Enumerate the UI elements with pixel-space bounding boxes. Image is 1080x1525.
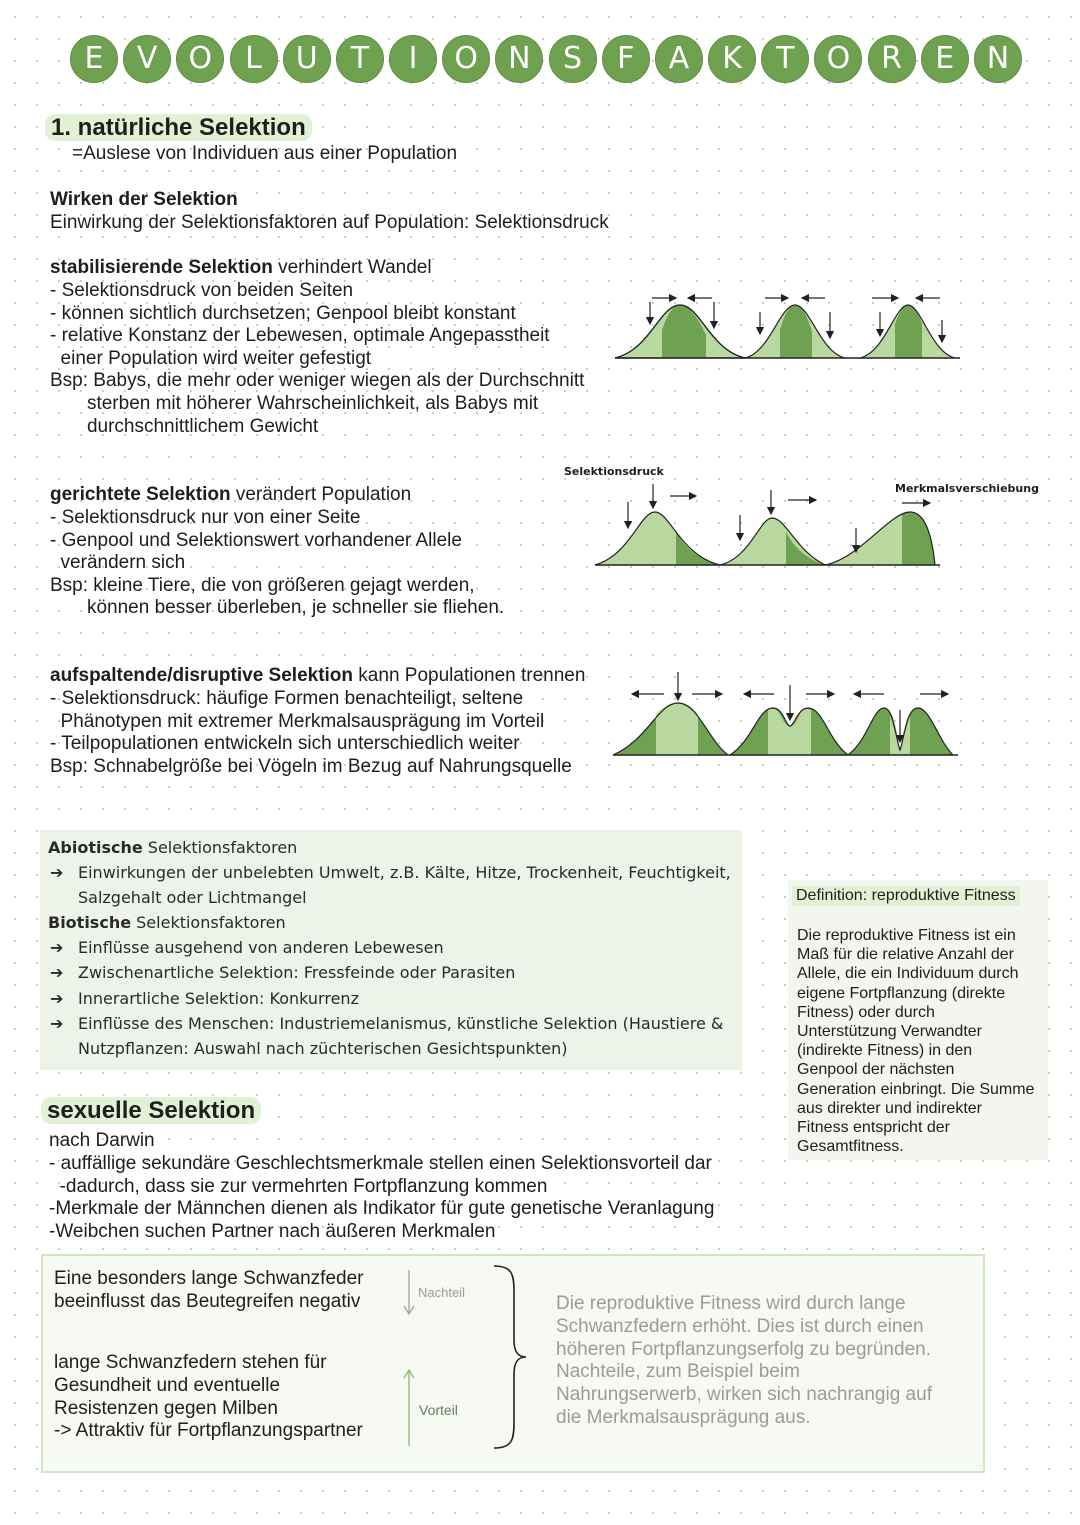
conclusion-text: Die reproduktive Fitness wird durch lange Schwanzfedern erhöht. Dies ist durch einen höheren Fortpflanzungserfolg zu begründen. Nachteile, zum Beispiel beim Nahrungserwerb, wirken sich nachrangig auf die Merkmalsausprägung aus. bbox=[556, 1293, 932, 1428]
directional-curve-1 bbox=[595, 484, 720, 565]
arrow-icon: ➔ bbox=[50, 963, 64, 982]
stabilizing-curve-3 bbox=[860, 298, 955, 358]
title-letter: A bbox=[655, 35, 703, 83]
arrow-icon: ➔ bbox=[50, 1014, 64, 1033]
abiotic-heading: Abiotische Selektionsfaktoren bbox=[48, 838, 298, 857]
title-letter: O bbox=[814, 35, 862, 83]
title-letter: T bbox=[336, 35, 384, 83]
biotic-heading: Biotische Selektionsfaktoren bbox=[48, 913, 286, 932]
wirken-heading: Wirken der Selektion bbox=[50, 189, 238, 210]
wirken-text: Einwirkung der Selektionsfaktoren auf Population: Selektionsdruck bbox=[50, 212, 609, 233]
title-letter: R bbox=[868, 35, 916, 83]
disruptive-curve-2 bbox=[730, 685, 848, 755]
page-title bbox=[70, 35, 1022, 83]
title-letter: S bbox=[549, 35, 597, 83]
title-letter: O bbox=[176, 35, 224, 83]
stabilizing-curve-2 bbox=[745, 298, 845, 358]
abiotic-item: Einwirkungen der unbelebten Umwelt, z.B. Kälte, Hitze, Trockenheit, Feuchtigkeit, Salzgehalt oder Lichtmangel bbox=[78, 863, 731, 908]
title-letter: O bbox=[442, 35, 490, 83]
advantage-label: Vorteil bbox=[419, 1402, 458, 1418]
biotic-item: Zwischenartliche Selektion: Fressfeinde oder Parasiten bbox=[78, 963, 516, 982]
directional-heading: gerichtete Selektion verändert Population bbox=[50, 484, 412, 505]
disruptive-text: - Selektionsdruck: häufige Formen benachteiligt, seltene Phänotypen mit extremer Merkmalsausprägung im Vorteil - Teilpopulationen entwickeln sich unterschiedlich weiter Bsp: Schnabelgröße bei Vögeln im Bezug auf Nahrungsquelle bbox=[50, 688, 572, 777]
down-arrow-icon bbox=[402, 1270, 416, 1316]
directional-curve-2 bbox=[720, 490, 825, 565]
directional-text: - Selektionsdruck nur von einer Seite - Genpool und Selektionswert vorhandener Allele verändern sich Bsp: kleine Tiere, die von größeren gejagt werden, können besser überleben, je schneller sie fliehen. bbox=[50, 507, 505, 619]
disruptive-heading: aufspaltende/disruptive Selektion kann Populationen trennen bbox=[50, 665, 586, 686]
advantage-text: lange Schwanzfedern stehen für Gesundheit und eventuelle Resistenzen gegen Milben -> Attraktiv für Fortpflanzungspartner bbox=[54, 1352, 363, 1442]
title-letter: N bbox=[974, 35, 1022, 83]
stabilizing-selection-diagram bbox=[610, 290, 970, 365]
title-letter: E bbox=[921, 35, 969, 83]
section-heading-natural-selection: 1. natürliche Selektion bbox=[45, 114, 312, 142]
arrow-icon: ➔ bbox=[50, 863, 64, 882]
title-letter: F bbox=[602, 35, 650, 83]
up-arrow-icon bbox=[402, 1368, 416, 1446]
sexual-selection-text: - auffällige sekundäre Geschlechtsmerkmale stellen einen Selektionsvorteil dar -dadurch, dass sie zur vermehrten Fortpflanzung kommen -Merkmale der Männchen dienen als Indikator für gute genetische Veranlagung -Weibchen suchen Partner nach äußeren Merkmalen bbox=[49, 1153, 715, 1242]
arrow-icon: ➔ bbox=[50, 938, 64, 957]
biotic-item: Einflüsse ausgehend von anderen Lebewesen bbox=[78, 938, 444, 957]
stabilizing-text: - Selektionsdruck von beiden Seiten - können sichtlich durchsetzen; Genpool bleibt konstant - relative Konstanz der Lebewesen, optimale Angepasstheit einer Population wird weiter gefestigt Bsp: Babys, die mehr oder weniger wiegen als der Durchschnitt sterben mit höherer Wahrscheinlichkeit, als Babys mit durchschnittlichem Gewicht bbox=[50, 280, 585, 437]
fitness-definition-title: Definition: reproduktive Fitness bbox=[792, 886, 1020, 906]
fitness-definition-body: Die reproduktive Fitness ist ein Maß für die relative Anzahl der Allele, die ein Individuum durch eigene Fortpflanzung (direkte Fitness) oder durch Unterstützung Verwandter (indirekte Fitness) in den Genpool der nächsten Generation einbringt. Die Summe aus direkter und indirekter Fitness entspricht der Gesamtfitness. bbox=[797, 927, 1035, 1156]
title-letter: K bbox=[708, 35, 756, 83]
title-letter: E bbox=[70, 35, 118, 83]
title-letter: N bbox=[495, 35, 543, 83]
title-letter: T bbox=[761, 35, 809, 83]
directional-selection-diagram bbox=[590, 480, 950, 570]
disruptive-curve-3 bbox=[848, 694, 953, 755]
disadvantage-label: Nachteil bbox=[418, 1285, 465, 1300]
stabilizing-heading: stabilisierende Selektion verhindert Wandel bbox=[50, 257, 432, 278]
biotic-item: Einflüsse des Menschen: Industriemelanismus, künstliche Selektion (Haustiere & Nutzpflanzen: Auswahl nach züchterischen Gesichtspunkten) bbox=[78, 1014, 724, 1059]
title-letter: L bbox=[230, 35, 278, 83]
disadvantage-text: Eine besonders lange Schwanzfeder beeinflusst das Beutegreifen negativ bbox=[54, 1268, 364, 1312]
title-letter: U bbox=[283, 35, 331, 83]
title-letter: V bbox=[123, 35, 171, 83]
trait-shift-label: Merkmalsverschiebung bbox=[895, 482, 1039, 495]
natural-selection-definition: =Auslese von Individuen aus einer Population bbox=[72, 143, 458, 164]
biotic-item: Innerartliche Selektion: Konkurrenz bbox=[78, 989, 359, 1008]
section-heading-sexual-selection: sexuelle Selektion bbox=[41, 1097, 261, 1125]
disruptive-selection-diagram bbox=[608, 670, 968, 760]
disruptive-curve-1 bbox=[613, 672, 728, 755]
title-letter: I bbox=[389, 35, 437, 83]
selection-pressure-label: Selektionsdruck bbox=[564, 465, 664, 478]
arrow-icon: ➔ bbox=[50, 989, 64, 1008]
stabilizing-curve-1 bbox=[615, 298, 745, 358]
sexual-selection-sub: nach Darwin bbox=[49, 1130, 155, 1151]
curly-brace-icon bbox=[490, 1262, 530, 1452]
directional-curve-3 bbox=[825, 503, 935, 565]
